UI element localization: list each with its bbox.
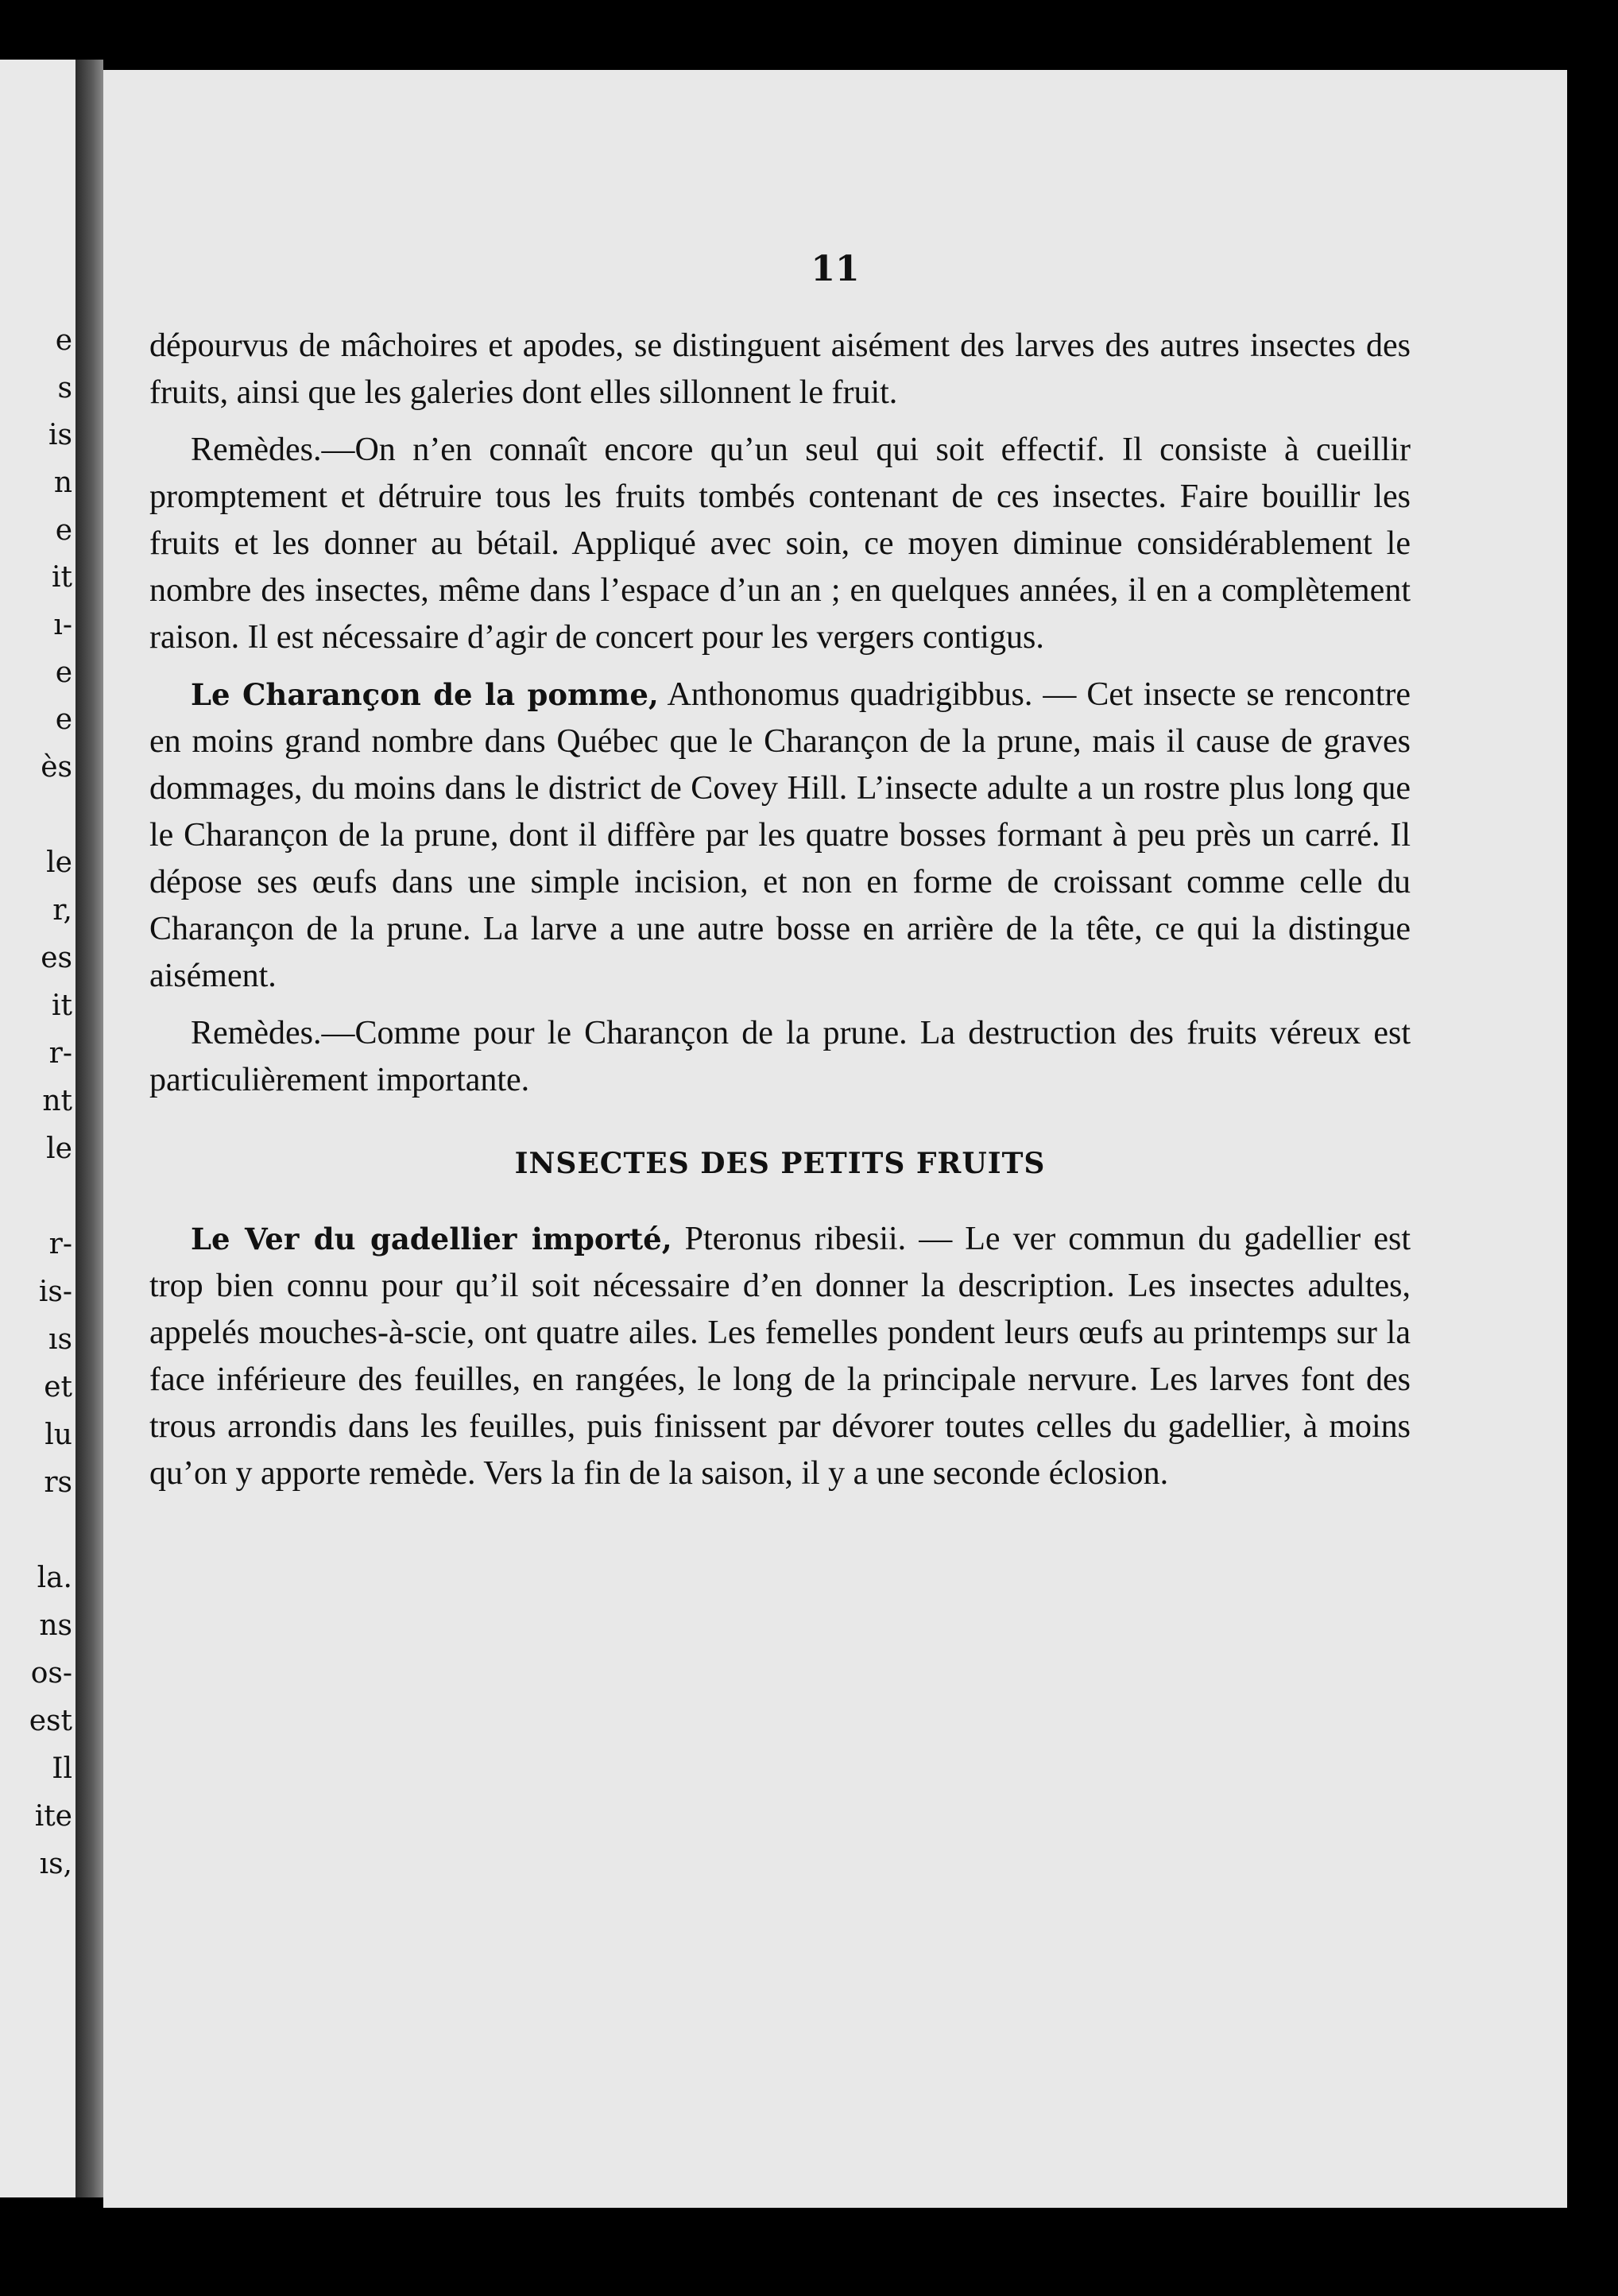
- paragraph-body: Anthonomus quadrigibbus. — Cet insecte se rencontre en moins grand nombre dans Québec que le Charançon de la prune, mais il cause de graves dommages, du moins dans le district de Covey Hill. L’insecte adulte a un rostre plus long que le Charançon de la prune, dont il diffère par les quatre bosses formant à peu près un carré. Il dépose ses œufs dans une simple incision, et non en forme de croissant comme celle du Charançon de la prune. La larve a une autre bosse en arrière de la tête, ce qui la distingue aisément.: [149, 676, 1411, 994]
- left-fragment: Il: [52, 1752, 72, 1785]
- body-text: [149, 323, 1411, 1497]
- left-fragment: ès: [41, 751, 72, 784]
- left-fragment: is: [48, 419, 72, 451]
- page-number: 11: [811, 249, 860, 289]
- left-fragment: it: [52, 989, 72, 1022]
- left-fragment: la.: [37, 1562, 72, 1594]
- left-fragment: r-: [48, 1228, 72, 1260]
- left-fragment: ı-: [53, 609, 72, 641]
- left-fragment: r,: [52, 894, 72, 927]
- left-fragment: it: [52, 561, 72, 594]
- left-fragment: le: [46, 846, 72, 879]
- species-title: Le Ver du gadellier importé,: [191, 1222, 672, 1256]
- document-page: [103, 70, 1567, 2208]
- left-fragment: le: [46, 1133, 72, 1165]
- paragraph: Remèdes.—On n’en connaît encore qu’un seul qui soit effectif. Il consiste à cueillir promptement et détruire tous les fruits tombés contenant de ces insectes. Faire bouillir les fruits et les donner au bétail. Appliqué avec soin, ce moyen diminue considérablement le nombre des insectes, même dans l’espace d’un an ; en quelques années, il en a complètement raison. Il est nécessaire d’agir de concert pour les vergers contigus.: [149, 432, 1411, 656]
- species-title: Le Charançon de la pomme,: [191, 677, 659, 712]
- left-fragment: ite: [34, 1800, 72, 1833]
- left-fragment: est: [29, 1705, 72, 1737]
- left-fragment: s: [57, 372, 72, 405]
- paragraph: [149, 1216, 1411, 1497]
- left-fragment: ıs: [48, 1323, 72, 1356]
- left-fragment: e: [55, 514, 72, 547]
- left-page-fragment: [0, 60, 75, 2197]
- left-fragment: os-: [30, 1657, 72, 1690]
- left-fragment: e: [55, 656, 72, 689]
- paragraph: dépourvus de mâchoires et apodes, se distinguent aisément des larves des autres insectes des fruits, ainsi que les galeries dont elles sillonnent le fruit.: [149, 327, 1411, 411]
- left-fragment: es: [41, 942, 72, 974]
- left-fragment: e: [55, 703, 72, 736]
- left-fragment: ns: [39, 1609, 72, 1642]
- left-fragment: nt: [42, 1085, 72, 1117]
- left-fragment: e: [55, 324, 72, 357]
- paragraph-body: Pteronus ribesii. — Le ver commun du gadellier est trop bien connu pour qu’il soit nécessaire d’en donner la description. Les insectes adultes, appelés mouches-à-scie, ont quatre ailes. Les femelles pondent leurs œufs au printemps sur la face inférieure des feuilles, en rangées, le long de la principale nervure. Les larves font des trous arrondis dans les feuilles, puis finissent par dévorer toutes celles du gadellier, à moins qu’on y apporte remède. Vers la fin de la saison, il y a une seconde éclosion.: [149, 1221, 1411, 1492]
- left-fragment: r-: [48, 1037, 72, 1070]
- paragraph: Remèdes.—Comme pour le Charançon de la prune. La destruction des fruits véreux est particulièrement importante.: [149, 1015, 1411, 1098]
- book-binding-gutter: [75, 60, 103, 2197]
- left-fragment: is-: [38, 1276, 72, 1308]
- left-fragment: et: [44, 1371, 72, 1404]
- paragraph: [149, 672, 1411, 1000]
- left-fragment: lu: [45, 1419, 72, 1451]
- left-fragment: rs: [44, 1466, 72, 1499]
- left-fragment: n: [53, 467, 72, 499]
- left-fragment: ıs,: [39, 1848, 72, 1880]
- section-heading: INSECTES DES PETITS FRUITS: [514, 1147, 1046, 1180]
